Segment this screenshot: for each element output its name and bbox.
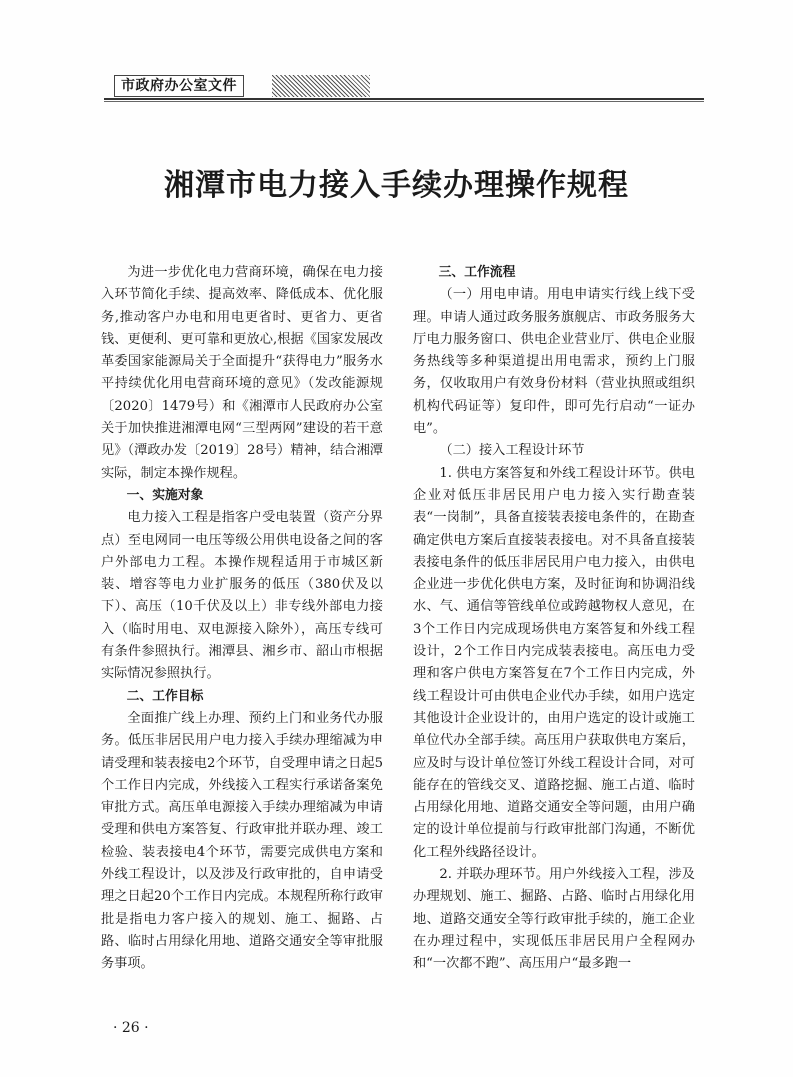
intro-paragraph: 为进一步优化电力营商环境，确保在电力接入环节简化手续、提高效率、降低成本、优化服务,推动客户办电和用电更省时、更省力、更省钱、更便利、更可靠和更放心,根据《国家发展改革委国家能源局关于全面提升“获得电力”服务水平持续优化用电营商环境的意见》（发改能源规〔2020〕1479号）和《湘潭市人民政府办公室关于加快推进湘潭电网“三型两网”建设的若干意见》（潭政办发〔2019〕28号）精神，结合湘潭实际，制定本操作规程。 <box>101 265 383 481</box>
item1-paragraph: （一）用电申请。用电申请实行线上线下受理。申请人通过政务服务旗舰店、市政务服务大厅电力服务窗口、供电企业营业厅、供电企业服务热线等多种渠道提出用电需求，预约上门服务，仅收取用户有效身份材料（营业执照或组织机构代码证等）复印件，即可先行启动“一证办电”。 <box>413 287 695 437</box>
left-column <box>101 262 383 976</box>
section1-paragraph: 电力接入工程是指客户受电装置（资产分界点）至电网同一电压等级公用供电设备之间的客户外部电力工程。本操作规程适用于市城区新装、增容等电力业扩服务的低压（380伏及以下）、高压（10千伏及以上）非专线外部电力接入（临时用电、双电源接入除外），高压专线可有条件参照执行。湘潭县、湘乡市、韶山市根据实际情况参照执行。 <box>101 510 383 682</box>
document-title: 湘潭市电力接入手续办理操作规程 <box>164 168 629 203</box>
running-header <box>104 72 704 102</box>
header-hatch-decoration <box>272 75 370 97</box>
section2-heading: 二、工作目标 <box>126 688 204 704</box>
header-rule-thin <box>104 101 704 102</box>
section1-heading: 一、实施对象 <box>126 487 204 503</box>
item2-heading: （二）接入工程设计环节 <box>439 443 585 459</box>
header-rule <box>104 98 704 100</box>
header-label: 市政府办公室文件 <box>114 75 244 97</box>
item2-paragraph-1: 1. 供电方案答复和外线工程设计环节。供电企业对低压非居民用户电力接入实行勘查装表“一岗制”，具备直接装表接电条件的，在勘查确定供电方案后直接装表接电。对不具备直接装表接电条件的低压非居民用户电力接入，由供电企业进一步优化供电方案，及时征询和协调沿线水、气、通信等管线单位或跨越物权人意见，在3个工作日内完成现场供电方案答复和外线工程设计，2个工作日内完成装表接电。高压电力受理和客户供电方案答复在7个工作日内完成，外线工程设计可由供电企业代办手续，如用户选定其他设计企业设计的，由用户选定的设计或施工单位代办全部手续。高压用户获取供电方案后，应及时与设计单位签订外线工程设计合同，对可能存在的管线交叉、道路挖掘、施工占道、临时占用绿化用地、道路交通安全等问题，由用户确定的设计单位提前与行政审批部门沟通，不断优化工程外线路径设计。 <box>413 465 695 860</box>
item2-paragraph-2: 2. 并联办理环节。用户外线接入工程，涉及办理规划、施工、掘路、占路、临时占用绿化用地、道路交通安全等行政审批手续的，施工企业在办理过程中，实现低压非居民用户全程网办和“一次都不跑”、高压用户“最多跑一 <box>413 867 695 972</box>
page-number: · 26 · <box>113 1020 149 1036</box>
section3-heading: 三、工作流程 <box>438 265 516 280</box>
section2-paragraph: 全面推广线上办理、预约上门和业务代办服务。低压非居民用户电力接入手续办理缩减为申请受理和装表接电2个环节，自受理申请之日起5个工作日内完成，外线接入工程实行承诺备案免审批方式。高压单电源接入手续办理缩减为申请受理和供电方案答复、行政审批并联办理、竣工检验、装表接电4个环节，需要完成供电方案和外线工程设计，以及涉及行政审批的，自申请受理之日起20个工作日内完成。本规程所称行政审批是指电力客户接入的规划、施工、掘路、占路、临时占用绿化用地、道路交通安全等审批服务事项。 <box>101 710 383 972</box>
right-column <box>413 262 695 976</box>
